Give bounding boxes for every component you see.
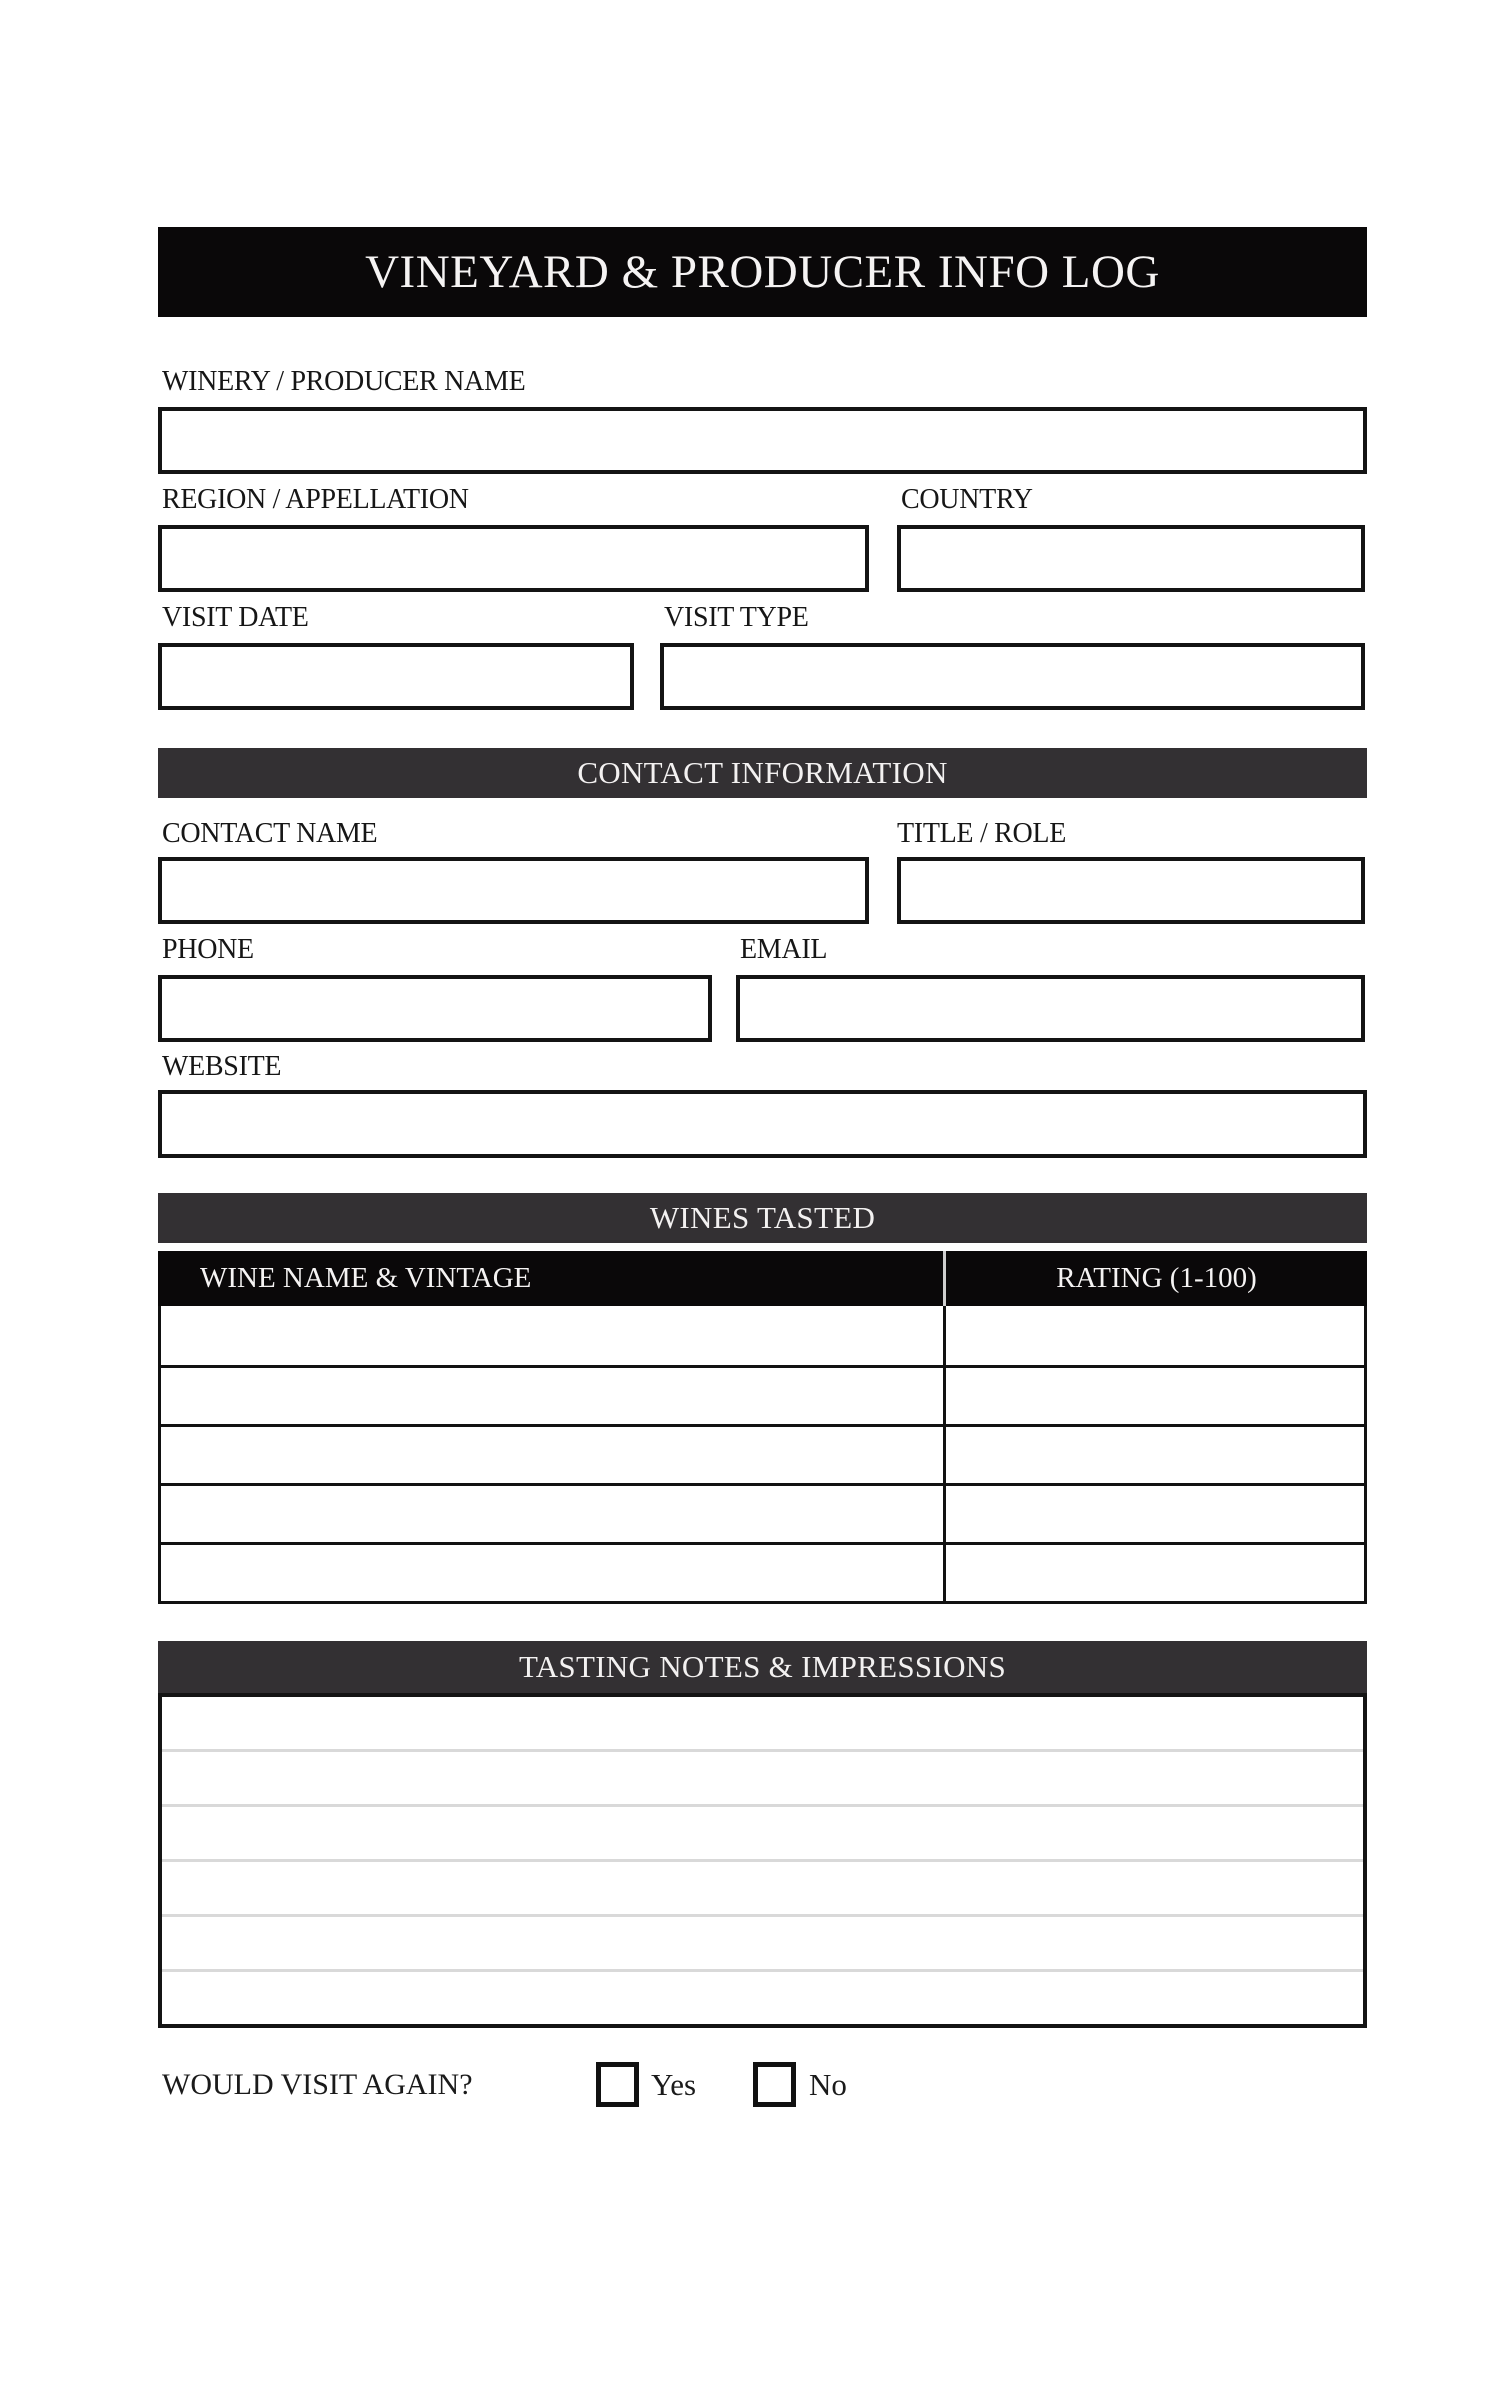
- page-title: VINEYARD & PRODUCER INFO LOG: [158, 227, 1367, 317]
- wine-name-cell[interactable]: [161, 1545, 946, 1601]
- wine-rating-cell[interactable]: [946, 1306, 1364, 1365]
- title-role-input[interactable]: [897, 857, 1365, 924]
- wines-table-body: [158, 1306, 1367, 1604]
- wine-name-cell[interactable]: [161, 1427, 946, 1483]
- wine-rating-cell[interactable]: [946, 1486, 1364, 1542]
- winery-producer-name-label: WINERY / PRODUCER NAME: [162, 366, 526, 397]
- contact-information-section-header: CONTACT INFORMATION: [158, 748, 1367, 798]
- website-label: WEBSITE: [162, 1051, 282, 1082]
- visit-date-label: VISIT DATE: [162, 602, 309, 633]
- wine-name-cell[interactable]: [161, 1306, 946, 1365]
- wines-tasted-table: [158, 1251, 1367, 1604]
- yes-checkbox[interactable]: [596, 2062, 639, 2107]
- would-visit-again-label: WOULD VISIT AGAIN?: [162, 2068, 473, 2101]
- notes-ruled-line: [162, 1697, 1363, 1749]
- no-checkbox-label: No: [809, 2067, 847, 2102]
- wine-rating-cell[interactable]: [946, 1427, 1364, 1483]
- website-input[interactable]: [158, 1090, 1367, 1158]
- visit-type-label: VISIT TYPE: [664, 602, 809, 633]
- wine-table-row: [161, 1424, 1364, 1483]
- region-appellation-input[interactable]: [158, 525, 869, 592]
- notes-ruled-line: [162, 1804, 1363, 1859]
- visit-date-input[interactable]: [158, 643, 634, 710]
- visit-type-input[interactable]: [660, 643, 1365, 710]
- contact-name-input[interactable]: [158, 857, 869, 924]
- wine-name-column-header: WINE NAME & VINTAGE: [158, 1251, 946, 1306]
- title-role-label: TITLE / ROLE: [897, 818, 1067, 849]
- wine-name-cell[interactable]: [161, 1486, 946, 1542]
- winery-producer-name-input[interactable]: [158, 407, 1367, 474]
- tasting-notes-section-header: TASTING NOTES & IMPRESSIONS: [158, 1641, 1367, 1693]
- tasting-notes-area[interactable]: [158, 1693, 1367, 2028]
- no-checkbox[interactable]: [753, 2062, 796, 2107]
- wine-rating-cell[interactable]: [946, 1368, 1364, 1424]
- wine-table-row: [161, 1365, 1364, 1424]
- wine-name-cell[interactable]: [161, 1368, 946, 1424]
- wine-table-row: [161, 1542, 1364, 1601]
- yes-checkbox-label: Yes: [651, 2067, 697, 2102]
- wines-table-header-row: [158, 1251, 1367, 1306]
- notes-ruled-line: [162, 1914, 1363, 1969]
- email-input[interactable]: [736, 975, 1365, 1042]
- wine-rating-cell[interactable]: [946, 1545, 1364, 1601]
- country-input[interactable]: [897, 525, 1365, 592]
- region-appellation-label: REGION / APPELLATION: [162, 484, 469, 515]
- wines-tasted-section-header: WINES TASTED: [158, 1193, 1367, 1243]
- wine-table-row: [161, 1483, 1364, 1542]
- wine-table-row: [161, 1306, 1364, 1365]
- notes-ruled-line: [162, 1749, 1363, 1804]
- notes-ruled-line: [162, 1859, 1363, 1914]
- phone-input[interactable]: [158, 975, 712, 1042]
- email-label: EMAIL: [740, 934, 828, 965]
- contact-name-label: CONTACT NAME: [162, 818, 378, 849]
- country-label: COUNTRY: [901, 484, 1033, 515]
- rating-column-header: RATING (1-100): [1056, 1262, 1257, 1294]
- notes-ruled-line: [162, 1969, 1363, 2024]
- phone-label: PHONE: [162, 934, 254, 965]
